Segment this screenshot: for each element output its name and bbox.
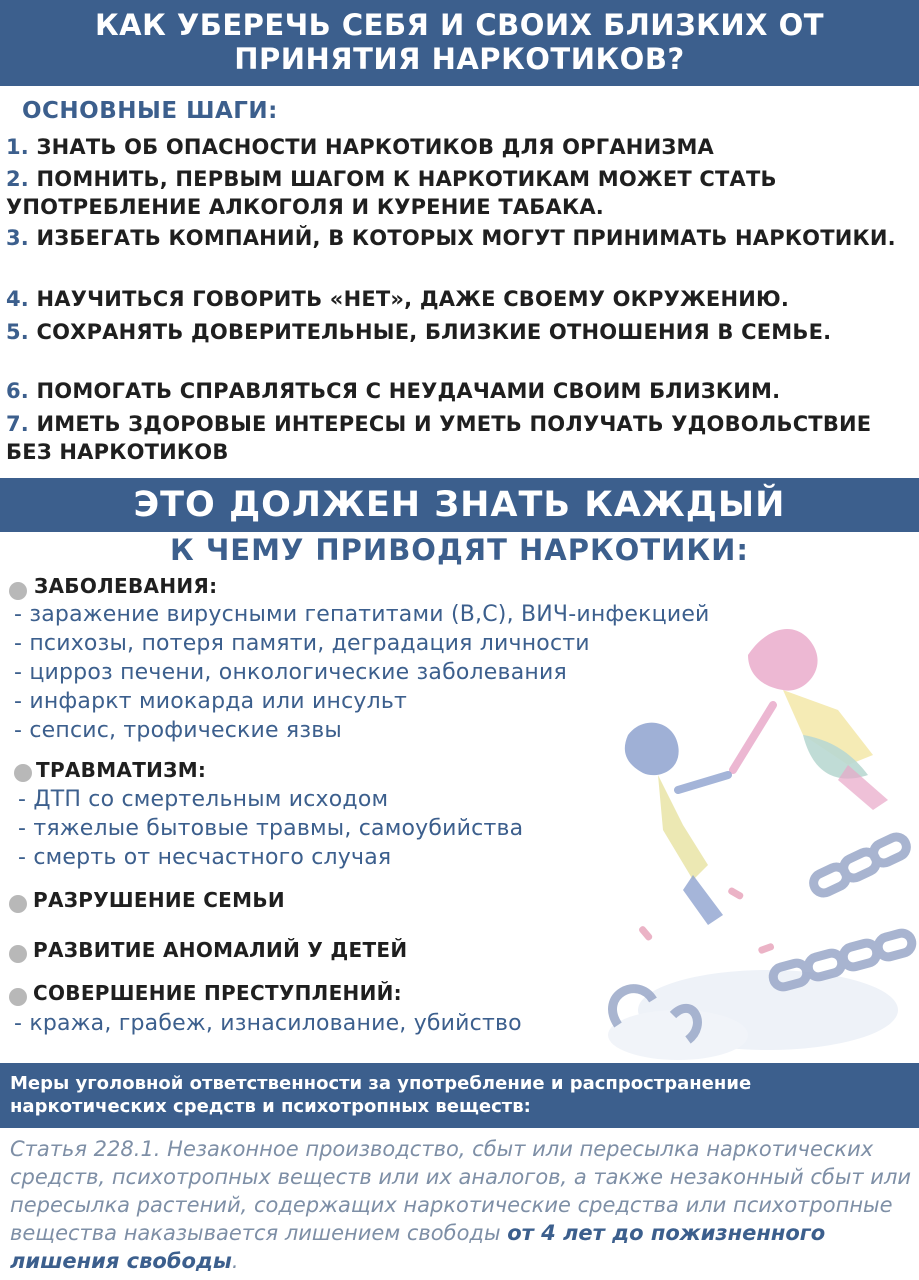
step-text: ИМЕТЬ ЗДОРОВЫЕ ИНТЕРЕСЫ И УМЕТЬ ПОЛУЧАТЬ УДОВОЛЬСТВИЕ БЕЗ НАРКОТИКОВ <box>6 412 872 464</box>
law-article-text <box>10 1135 915 1275</box>
step-number: 2. <box>6 167 29 191</box>
title-line-2: ПРИНЯТИЯ НАРКОТИКОВ? <box>234 42 685 76</box>
trauma-item: - ДТП со смертельным исходом <box>18 787 389 812</box>
bullet-dot <box>9 988 27 1006</box>
step-number: 3. <box>6 226 29 250</box>
step-item <box>6 377 911 405</box>
disease-item: - инфаркт миокарда или инсульт <box>14 689 408 714</box>
step-text: НАУЧИТЬСЯ ГОВОРИТЬ «НЕТ», ДАЖЕ СВОЕМУ ОКРУЖЕНИЮ. <box>36 287 790 311</box>
bullet-dot <box>14 764 32 782</box>
step-number: 5. <box>6 320 29 344</box>
step-item <box>6 165 911 221</box>
disease-item: - психозы, потеря памяти, деградация личности <box>14 631 590 656</box>
falling-people-chain-illustration <box>598 615 919 1065</box>
step-text: СОХРАНЯТЬ ДОВЕРИТЕЛЬНЫЕ, БЛИЗКИЕ ОТНОШЕНИЯ В СЕМЬЕ. <box>36 320 832 344</box>
disease-item: - цирроз печени, онкологические заболевания <box>14 660 567 685</box>
crime-item: - кража, грабеж, изнасилование, убийство <box>14 1011 522 1036</box>
disease-item: - заражение вирусными гепатитами (В,С), ВИЧ-инфекцией <box>14 602 710 627</box>
family-label: РАЗРУШЕНИЕ СЕМЬИ <box>33 888 285 912</box>
trauma-item: - тяжелые бытовые травмы, самоубийства <box>18 816 524 841</box>
step-text: ИЗБЕГАТЬ КОМПАНИЙ, В КОТОРЫХ МОГУТ ПРИНИМАТЬ НАРКОТИКИ. <box>36 226 896 250</box>
title-line-1: КАК УБЕРЕЧЬ СЕБЯ И СВОИХ БЛИЗКИХ ОТ <box>94 8 825 42</box>
law-banner <box>0 1063 919 1128</box>
step-number: 6. <box>6 379 29 403</box>
step-text: ПОМОГАТЬ СПРАВЛЯТЬСЯ С НЕУДАЧАМИ СВОИМ БЛИЗКИМ. <box>36 379 781 403</box>
bullet-dot <box>9 895 27 913</box>
section-banner <box>0 478 919 532</box>
title-banner <box>0 0 919 86</box>
bullet-dot <box>9 582 27 600</box>
consequences-title: К ЧЕМУ ПРИВОДЯТ НАРКОТИКИ: <box>170 533 749 567</box>
step-item <box>6 318 911 346</box>
disease-item: - сепсис, трофические язвы <box>14 718 342 743</box>
law-header: Меры уголовной ответственности за употребление и распространение наркотических средств и психотропных веществ: <box>10 1073 752 1117</box>
step-item <box>6 133 911 161</box>
step-text: ЗНАТЬ ОБ ОПАСНОСТИ НАРКОТИКОВ ДЛЯ ОРГАНИЗМА <box>36 135 715 159</box>
step-number: 7. <box>6 412 29 436</box>
trauma-label: ТРАВМАТИЗМ: <box>36 758 207 782</box>
step-item <box>6 224 911 252</box>
law-penalty: от 4 лет до пожизненного лишения свободы <box>10 1221 826 1273</box>
bullet-dot <box>9 945 27 963</box>
section-banner-text: ЭТО ДОЛЖЕН ЗНАТЬ КАЖДЫЙ <box>133 485 786 525</box>
diseases-label: ЗАБОЛЕВАНИЯ: <box>34 574 218 598</box>
children-label: РАЗВИТИЕ АНОМАЛИЙ У ДЕТЕЙ <box>33 938 408 962</box>
step-item <box>6 410 911 466</box>
step-number: 1. <box>6 135 29 159</box>
steps-title: ОСНОВНЫЕ ШАГИ: <box>22 98 278 124</box>
step-number: 4. <box>6 287 29 311</box>
trauma-item: - смерть от несчастного случая <box>18 845 392 870</box>
law-article-body: Статья 228.1. Незаконное производство, сбыт или пересылка наркотических средств, психотропных веществ или их аналогов, а также незаконный сбыт или пересылка растений, содержащих наркотические средства или психотропные вещества наказывается лишением свободы <box>10 1137 912 1245</box>
step-text: ПОМНИТЬ, ПЕРВЫМ ШАГОМ К НАРКОТИКАМ МОЖЕТ СТАТЬ УПОТРЕБЛЕНИЕ АЛКОГОЛЯ И КУРЕНИЕ ТАБАКА. <box>6 167 777 219</box>
law-end: . <box>231 1249 239 1273</box>
step-item <box>6 285 911 313</box>
crimes-label: СОВЕРШЕНИЕ ПРЕСТУПЛЕНИЙ: <box>33 981 402 1005</box>
